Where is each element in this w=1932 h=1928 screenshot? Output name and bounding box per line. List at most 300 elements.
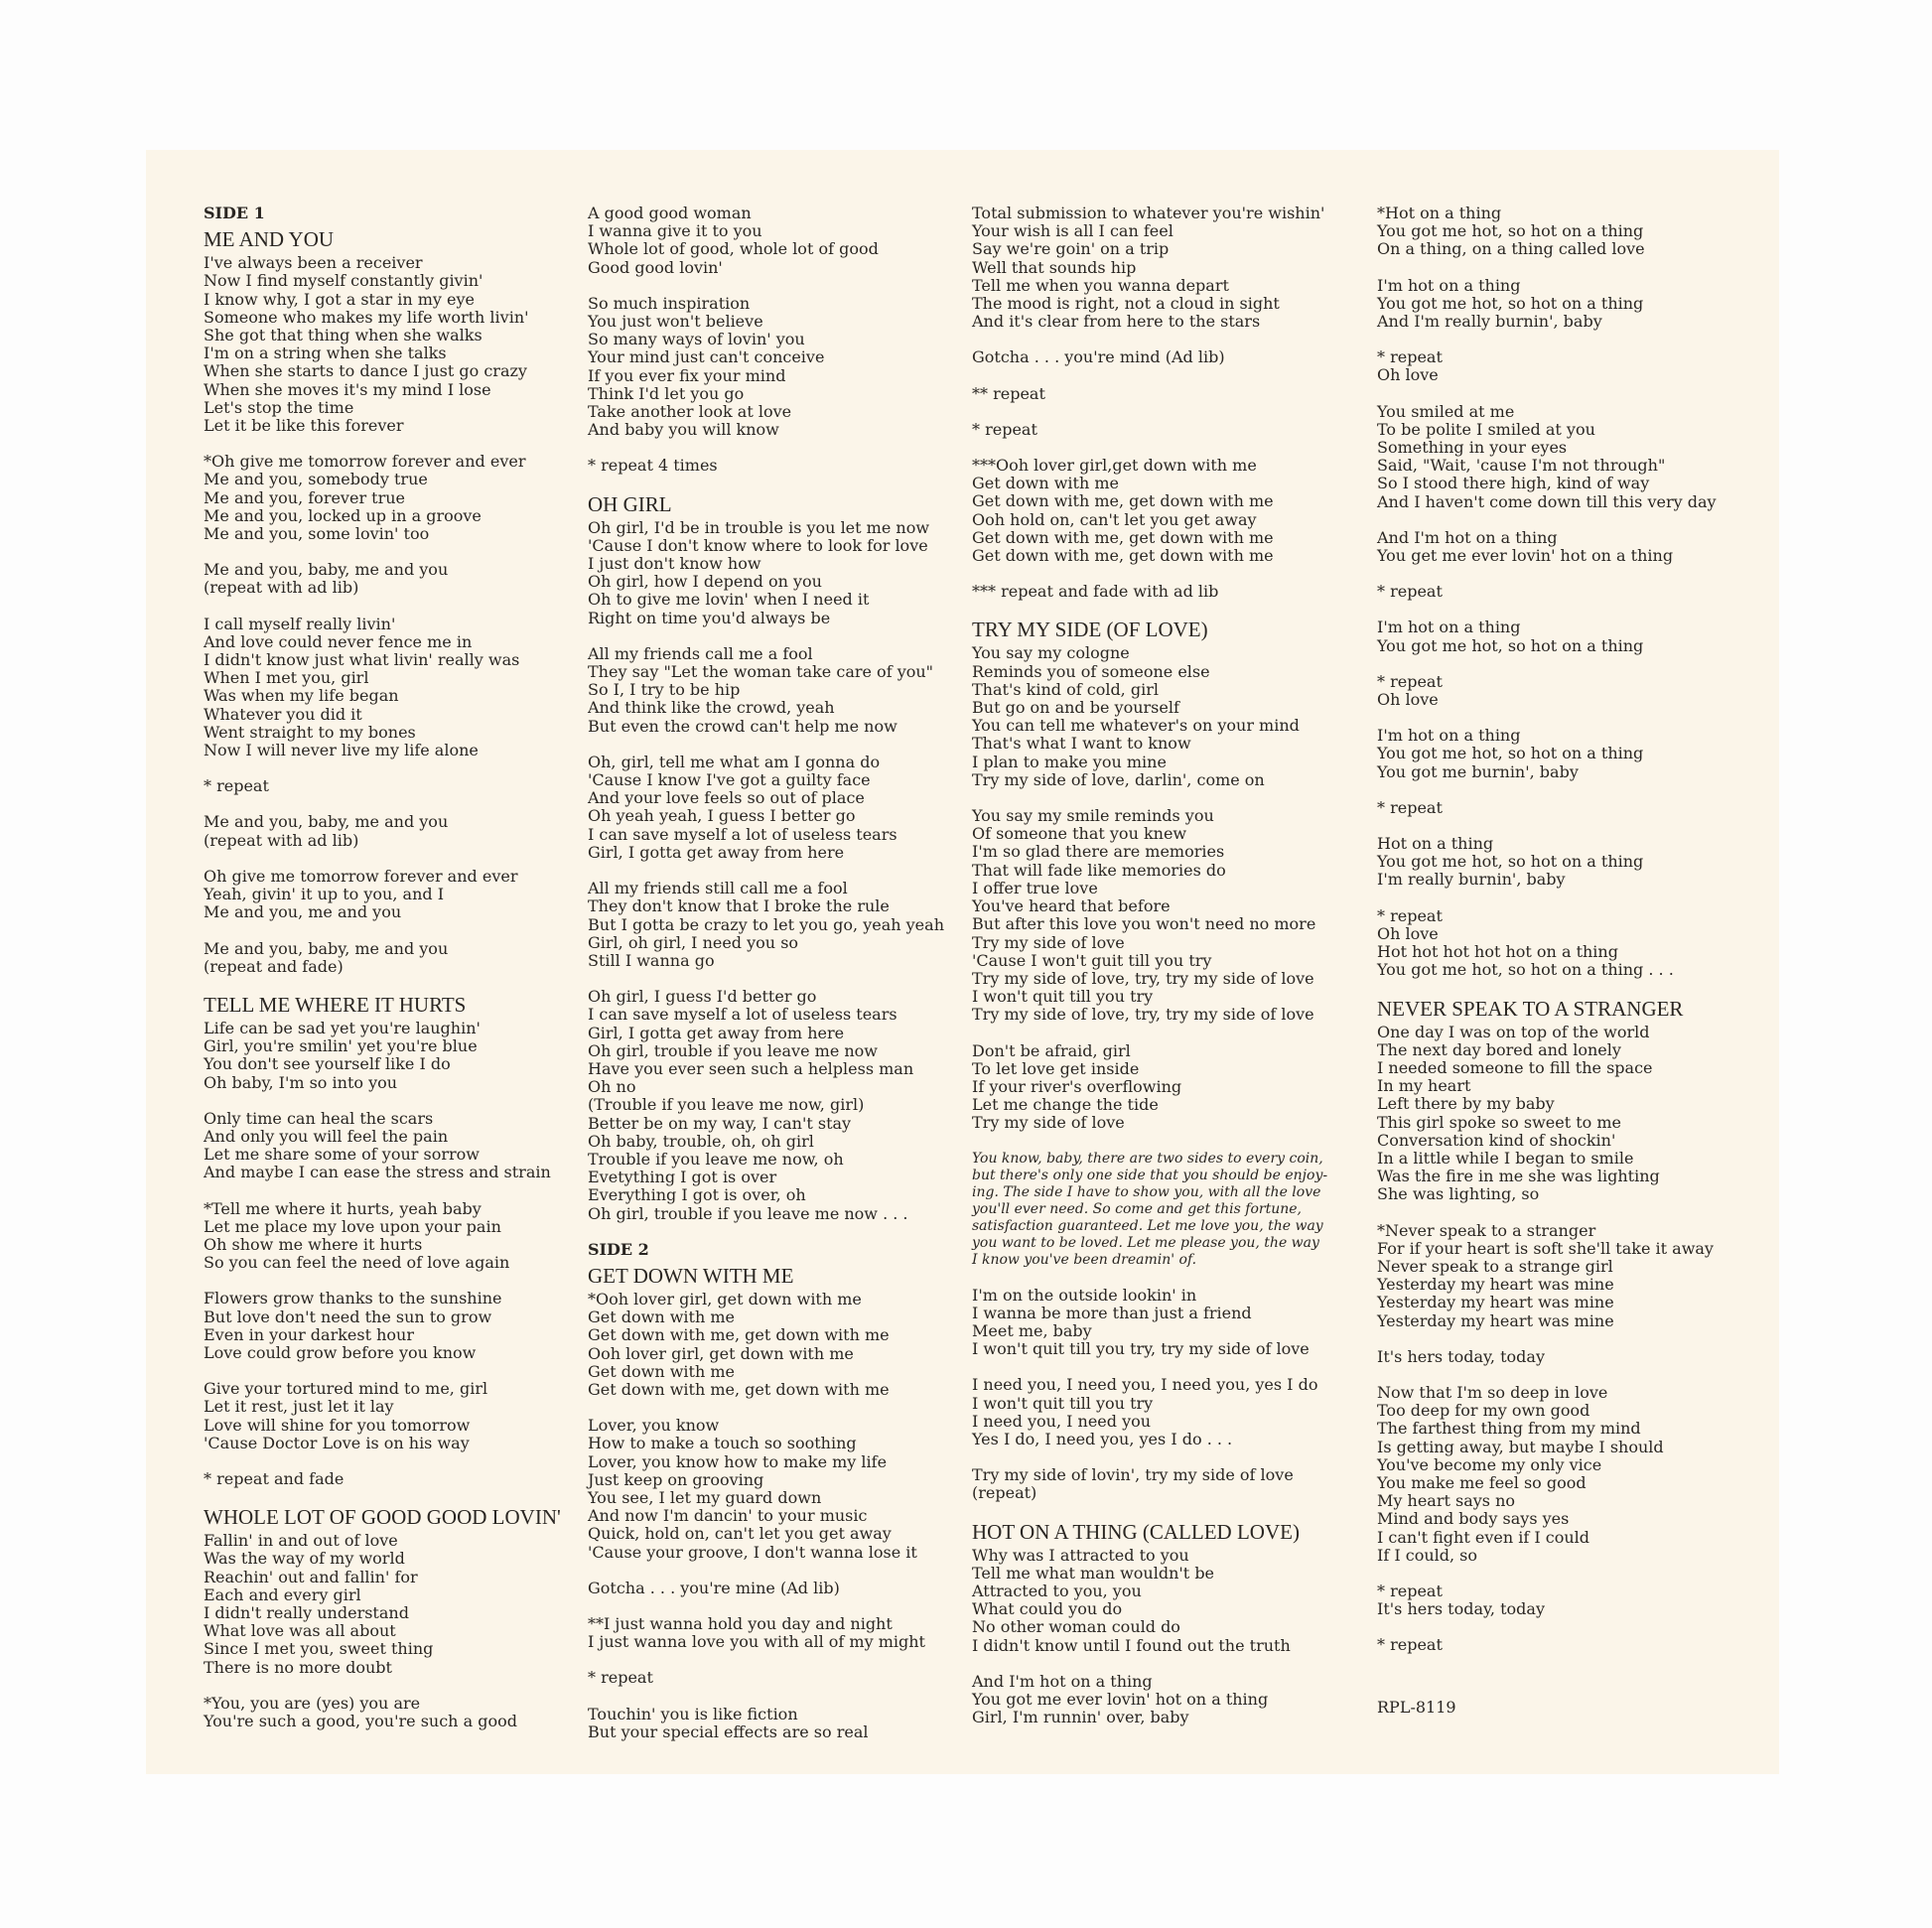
lyric-line: Is getting away, but maybe I should bbox=[1377, 1437, 1664, 1456]
lyric-stanza bbox=[588, 880, 944, 970]
lyric-line: Me and you, baby, me and you bbox=[204, 560, 449, 580]
lyric-line: I won't quit till you try bbox=[972, 987, 1154, 1007]
lyric-line: Each and every girl bbox=[204, 1584, 361, 1604]
lyric-stanza bbox=[204, 1200, 561, 1273]
lyric-line: You make me feel so good bbox=[1377, 1472, 1587, 1492]
lyric-line: Oh baby, trouble, oh, oh girl bbox=[588, 1131, 814, 1151]
lyric-line: Get down with me bbox=[972, 474, 1119, 493]
lyric-line: * repeat bbox=[972, 419, 1037, 439]
lyric-line: You see, I let my guard down bbox=[588, 1487, 822, 1507]
lyric-line: Get down with me, get down with me bbox=[588, 1379, 890, 1399]
lyric-line: * repeat and fade bbox=[204, 1468, 345, 1488]
lyric-line: You've become my only vice bbox=[1377, 1454, 1602, 1474]
lyric-line: Everything I got is over, oh bbox=[588, 1185, 806, 1205]
lyric-stanza bbox=[1377, 907, 1717, 980]
song-title: NEVER SPEAK TO A STRANGER bbox=[1377, 996, 1684, 1021]
lyric-line: *Tell me where it hurts, yeah baby bbox=[204, 1198, 482, 1218]
lyric-line: On a thing, on a thing called love bbox=[1377, 239, 1645, 259]
lyric-line: Let me share some of your sorrow bbox=[204, 1145, 480, 1165]
lyric-line: Me and you, somebody true bbox=[204, 470, 428, 489]
lyric-line: I've always been a receiver bbox=[204, 253, 423, 273]
lyric-line: Me and you, baby, me and you bbox=[204, 938, 449, 958]
lyric-line: Now I will never live my life alone bbox=[204, 741, 479, 760]
lyric-line: I didn't really understand bbox=[204, 1602, 409, 1622]
lyric-line: I'm really burnin', baby bbox=[1377, 870, 1566, 890]
lyric-line: For if your heart is soft she'll take it away bbox=[1377, 1238, 1714, 1258]
lyric-line: The farthest thing from my mind bbox=[1377, 1419, 1641, 1439]
lyric-stanza bbox=[1377, 583, 1717, 601]
lyric-line: I call myself really livin' bbox=[204, 614, 396, 633]
lyric-stanza bbox=[1377, 1024, 1717, 1204]
lyric-line: Ooh lover girl, get down with me bbox=[588, 1343, 854, 1363]
lyric-line: I can save myself a lot of useless tears bbox=[588, 1005, 897, 1025]
lyric-line: Hot on a thing bbox=[1377, 834, 1494, 854]
lyric-stanza bbox=[204, 1695, 561, 1730]
lyric-line: You got me hot, so hot on a thing . . . bbox=[1377, 960, 1674, 980]
lyric-line: Yesterday my heart was mine bbox=[1377, 1310, 1614, 1330]
lyric-line: I just wanna love you with all of my might bbox=[588, 1632, 925, 1652]
catalog-number: RPL-8119 bbox=[1377, 1697, 1456, 1717]
lyric-line: Girl, you're smilin' yet you're blue bbox=[204, 1036, 478, 1056]
lyric-line: What could you do bbox=[972, 1599, 1123, 1619]
lyric-line: Take another look at love bbox=[588, 402, 792, 422]
lyric-line: So you can feel the need of love again bbox=[204, 1253, 510, 1273]
lyric-line: Meet me, baby bbox=[972, 1320, 1092, 1340]
lyric-line: What love was all about bbox=[204, 1621, 396, 1641]
lyric-line: Try my side of love bbox=[972, 1113, 1125, 1133]
lyric-line: But even the crowd can't help me now bbox=[588, 716, 897, 736]
lyric-line: Flowers grow thanks to the sunshine bbox=[204, 1289, 502, 1308]
lyric-line: Gotcha . . . you're mind (Ad lib) bbox=[972, 347, 1225, 367]
lyric-line: So many ways of lovin' you bbox=[588, 330, 805, 349]
lyric-line: And love could never fence me in bbox=[204, 631, 473, 651]
lyric-line: Girl, oh girl, I need you so bbox=[588, 932, 799, 952]
lyric-line: And I'm really burnin', baby bbox=[1377, 312, 1602, 332]
lyric-stanza bbox=[1377, 673, 1717, 709]
lyric-line: Even in your darkest hour bbox=[204, 1324, 415, 1344]
lyric-line: You got me hot, so hot on a thing bbox=[1377, 635, 1644, 655]
lyric-line: You don't see yourself like I do bbox=[204, 1054, 451, 1074]
lyric-line: That's kind of cold, girl bbox=[972, 679, 1159, 699]
lyric-line: And maybe I can ease the stress and strain bbox=[204, 1163, 551, 1182]
lyric-stanza bbox=[972, 205, 1327, 331]
lyric-line: I'm so glad there are memories bbox=[972, 842, 1225, 862]
lyric-stanza bbox=[204, 254, 561, 435]
lyric-line: To be polite I smiled at you bbox=[1377, 419, 1595, 439]
lyric-stanza bbox=[1377, 799, 1717, 817]
lyric-line: But love don't need the sun to grow bbox=[204, 1307, 492, 1326]
lyric-line: Let it be like this forever bbox=[204, 416, 404, 436]
lyric-line: but there's only one side that you should be enjoy- bbox=[972, 1167, 1328, 1183]
lyric-line: Yesterday my heart was mine bbox=[1377, 1293, 1614, 1312]
lyric-line: 'Cause your groove, I don't wanna lose it bbox=[588, 1542, 917, 1562]
lyric-line: Better be on my way, I can't stay bbox=[588, 1113, 852, 1133]
lyric-line: Let me change the tide bbox=[972, 1095, 1159, 1115]
lyric-line: 'Cause I don't know where to look for love bbox=[588, 535, 928, 555]
lyric-line: I need you, I need you bbox=[972, 1411, 1152, 1431]
lyric-stanza bbox=[972, 1376, 1327, 1448]
lyric-line: You got me ever lovin' hot on a thing bbox=[972, 1689, 1269, 1709]
lyric-line: * repeat bbox=[1377, 1635, 1443, 1655]
lyric-line: *Oh give me tomorrow forever and ever bbox=[204, 452, 526, 472]
lyric-line: Get down with me, get down with me bbox=[588, 1325, 890, 1345]
lyric-line: Tell me what man wouldn't be bbox=[972, 1563, 1215, 1583]
lyric-line: * repeat bbox=[1377, 1581, 1443, 1600]
lyric-line: And think like the crowd, yeah bbox=[588, 698, 835, 718]
lyric-stanza bbox=[588, 457, 944, 475]
lyric-line: I'm hot on a thing bbox=[1377, 726, 1521, 746]
lyric-line: When she starts to dance I just go crazy bbox=[204, 361, 527, 381]
lyric-line: * repeat bbox=[1377, 797, 1443, 817]
lyric-line: Try my side of love, try, try my side of love bbox=[972, 968, 1314, 988]
lyric-line: But go on and be yourself bbox=[972, 698, 1179, 718]
lyric-line: I won't quit till you try, try my side of love bbox=[972, 1339, 1310, 1359]
lyric-line: Went straight to my bones bbox=[204, 722, 416, 742]
lyric-line: I plan to make you mine bbox=[972, 752, 1167, 771]
lyric-line: Oh baby, I'm so into you bbox=[204, 1072, 398, 1092]
lyric-line: ** repeat bbox=[972, 383, 1045, 403]
lyric-stanza bbox=[204, 561, 561, 597]
lyric-line: In a little while I began to smile bbox=[1377, 1148, 1634, 1168]
lyric-line: If your river's overflowing bbox=[972, 1076, 1182, 1096]
lyric-line: Me and you, me and you bbox=[204, 902, 402, 922]
lyric-line: Say we're goin' on a trip bbox=[972, 239, 1170, 259]
lyric-line: One day I was on top of the world bbox=[1377, 1022, 1650, 1041]
lyric-line: So much inspiration bbox=[588, 293, 751, 313]
lyric-line: I'm hot on a thing bbox=[1377, 275, 1521, 295]
lyric-stanza bbox=[1377, 529, 1717, 565]
lyric-line: In my heart bbox=[1377, 1076, 1471, 1096]
lyric-line: Lover, you know how to make my life bbox=[588, 1451, 888, 1471]
lyric-line: I'm hot on a thing bbox=[1377, 618, 1521, 637]
lyric-stanza bbox=[1377, 348, 1717, 384]
lyric-line: A good good woman bbox=[588, 204, 752, 222]
lyric-stanza bbox=[204, 1110, 561, 1182]
lyric-line: Oh girl, I'd be in trouble is you let me now bbox=[588, 517, 930, 537]
lyric-line: Let's stop the time bbox=[204, 397, 354, 417]
lyric-line: (repeat with ad lib) bbox=[204, 830, 359, 850]
lyric-line: No other woman could do bbox=[972, 1617, 1180, 1637]
lyric-line: Me and you, baby, me and you bbox=[204, 812, 449, 832]
lyric-line: The mood is right, not a cloud in sight bbox=[972, 294, 1280, 314]
lyric-line: They say "Let the woman take care of you" bbox=[588, 662, 934, 682]
lyric-line: You know, baby, there are two sides to every coin, bbox=[972, 1150, 1323, 1167]
lyric-line: You can tell me whatever's on your mind bbox=[972, 716, 1300, 736]
lyric-line: Ooh hold on, can't let you get away bbox=[972, 509, 1257, 529]
lyric-stanza bbox=[588, 1706, 944, 1741]
lyric-line: Fallin' in and out of love bbox=[204, 1531, 398, 1551]
lyric-line: So I stood there high, kind of way bbox=[1377, 474, 1650, 493]
lyric-line: Was when my life began bbox=[204, 686, 399, 706]
lyric-line: I just don't know how bbox=[588, 554, 761, 574]
lyric-line: Oh girl, how I depend on you bbox=[588, 572, 822, 592]
lyric-line: You get me ever lovin' hot on a thing bbox=[1377, 546, 1674, 566]
song-title: OH GIRL bbox=[588, 491, 672, 516]
lyric-line: You're such a good, you're such a good bbox=[204, 1712, 517, 1730]
lyric-line: You say my cologne bbox=[972, 643, 1130, 663]
lyric-stanza bbox=[1377, 1384, 1717, 1565]
lyric-line: But after this love you won't need no more bbox=[972, 914, 1316, 934]
lyric-line: And it's clear from here to the stars bbox=[972, 312, 1261, 332]
lyric-stanza bbox=[588, 988, 944, 1223]
lyric-line: 'Cause I know I've got a guilty face bbox=[588, 770, 871, 790]
lyric-line: Never speak to a strange girl bbox=[1377, 1256, 1613, 1276]
lyric-line: *You, you are (yes) you are bbox=[204, 1693, 421, 1713]
lyric-stanza bbox=[1377, 835, 1717, 890]
lyric-line: Good good lovin' bbox=[588, 257, 723, 277]
lyric-line: Get down with me, get down with me bbox=[972, 491, 1274, 511]
lyric-line: And baby you will know bbox=[588, 420, 779, 440]
lyric-line: Of someone that you knew bbox=[972, 824, 1187, 844]
lyric-line: * repeat bbox=[1377, 671, 1443, 691]
lyric-line: Something in your eyes bbox=[1377, 438, 1568, 458]
lyric-line: I didn't know until I found out the truth bbox=[972, 1635, 1291, 1655]
lyric-line: *Hot on a thing bbox=[1377, 204, 1502, 222]
lyric-line: (Trouble if you leave me now, girl) bbox=[588, 1095, 865, 1115]
lyric-line: Me and you, locked up in a groove bbox=[204, 505, 482, 525]
lyric-line: My heart says no bbox=[1377, 1491, 1516, 1511]
lyric-line: It's hers today, today bbox=[1377, 1346, 1545, 1366]
lyric-line: I didn't know just what livin' really was bbox=[204, 650, 520, 670]
lyric-line: So I, I try to be hip bbox=[588, 680, 741, 700]
lyric-line: Whole lot of good, whole lot of good bbox=[588, 239, 879, 259]
lyric-stanza bbox=[204, 868, 561, 922]
lyric-line: Someone who makes my life worth livin' bbox=[204, 307, 529, 327]
lyric-stanza bbox=[972, 807, 1327, 1024]
lyric-line: There is no more doubt bbox=[204, 1657, 392, 1677]
lyric-stanza bbox=[588, 754, 944, 862]
lyric-line: She was lighting, so bbox=[1377, 1184, 1540, 1204]
lyric-line: * repeat bbox=[1377, 347, 1443, 367]
lyric-line: She got that thing when she walks bbox=[204, 326, 483, 345]
lyric-line: satisfaction guaranteed. Let me love you, the way bbox=[972, 1217, 1323, 1234]
lyric-line: Said, "Wait, 'cause I'm not through" bbox=[1377, 456, 1666, 476]
lyric-line: You got me burnin', baby bbox=[1377, 761, 1579, 781]
lyric-line: Think I'd let you go bbox=[588, 383, 745, 403]
lyric-line: You got me hot, so hot on a thing bbox=[1377, 221, 1644, 241]
lyric-line: If you ever fix your mind bbox=[588, 365, 786, 385]
lyric-stanza bbox=[204, 1532, 561, 1677]
lyric-line: Attracted to you, you bbox=[972, 1581, 1142, 1600]
lyrics-column-3 bbox=[972, 205, 1327, 1744]
lyric-line: Give your tortured mind to me, girl bbox=[204, 1379, 488, 1399]
lyric-line: Have you ever seen such a helpless man bbox=[588, 1058, 914, 1078]
lyric-line: All my friends call me a fool bbox=[588, 643, 813, 663]
lyric-line: Tell me when you wanna depart bbox=[972, 275, 1229, 295]
lyric-line: Reachin' out and fallin' for bbox=[204, 1567, 418, 1586]
lyric-stanza bbox=[972, 421, 1327, 439]
lyric-line: How to make a touch so soothing bbox=[588, 1434, 857, 1453]
lyric-line: Don't be afraid, girl bbox=[972, 1040, 1131, 1060]
lyric-stanza bbox=[588, 205, 944, 277]
lyric-line: Hot hot hot hot hot on a thing bbox=[1377, 942, 1618, 962]
lyric-stanza bbox=[972, 1547, 1327, 1655]
lyric-line: Me and you, forever true bbox=[204, 487, 406, 507]
lyric-line: Let me place my love upon your pain bbox=[204, 1216, 501, 1236]
lyrics-column-1 bbox=[204, 205, 561, 1748]
lyric-stanza bbox=[1377, 1583, 1717, 1618]
lyric-line: I know why, I got a star in my eye bbox=[204, 289, 476, 309]
lyric-line: Still I wanna go bbox=[588, 950, 715, 970]
lyric-line: You got me hot, so hot on a thing bbox=[1377, 293, 1644, 313]
lyrics-column-4 bbox=[1377, 205, 1717, 1717]
lyric-line: You got me hot, so hot on a thing bbox=[1377, 744, 1644, 763]
lyric-stanza bbox=[588, 1291, 944, 1399]
lyric-stanza bbox=[204, 1020, 561, 1092]
lyric-line: Try my side of love, try, try my side of love bbox=[972, 1005, 1314, 1025]
lyric-line: (repeat with ad lib) bbox=[204, 578, 359, 598]
lyric-line: Since I met you, sweet thing bbox=[204, 1639, 434, 1659]
lyric-line: Try my side of love bbox=[972, 932, 1125, 952]
lyric-line: When she moves it's my mind I lose bbox=[204, 379, 491, 399]
lyric-stanza bbox=[972, 348, 1327, 366]
lyric-line: Trouble if you leave me now, oh bbox=[588, 1149, 844, 1169]
lyric-line: You got me hot, so hot on a thing bbox=[1377, 852, 1644, 872]
lyric-stanza bbox=[972, 1287, 1327, 1359]
lyric-line: Get down with me, get down with me bbox=[972, 527, 1274, 547]
lyric-line: * repeat bbox=[204, 776, 269, 796]
lyric-line: Yeah, givin' it up to you, and I bbox=[204, 885, 445, 904]
lyric-stanza bbox=[204, 1290, 561, 1362]
lyric-stanza bbox=[972, 583, 1327, 601]
lyric-line: Gotcha . . . you're mine (Ad lib) bbox=[588, 1578, 840, 1597]
lyric-stanza bbox=[204, 813, 561, 849]
lyric-line: That will fade like memories do bbox=[972, 860, 1226, 880]
lyric-line: * repeat 4 times bbox=[588, 456, 718, 476]
song-title: TRY MY SIDE (OF LOVE) bbox=[972, 618, 1208, 642]
lyric-line: Why was I attracted to you bbox=[972, 1545, 1189, 1565]
lyric-line: That's what I want to know bbox=[972, 734, 1191, 754]
lyric-line: All my friends still call me a fool bbox=[588, 879, 848, 898]
lyric-line: Yes I do, I need you, yes I do . . . bbox=[972, 1429, 1233, 1448]
lyric-line: Oh love bbox=[1377, 365, 1439, 385]
lyric-line: I need you, I need you, I need you, yes I do bbox=[972, 1375, 1318, 1395]
lyric-line: I won't quit till you try bbox=[972, 1393, 1154, 1413]
lyric-stanza bbox=[588, 1615, 944, 1651]
lyric-line: And I'm hot on a thing bbox=[972, 1671, 1153, 1691]
song-title: TELL ME WHERE IT HURTS bbox=[204, 992, 467, 1017]
side-label: SIDE 1 bbox=[204, 204, 265, 222]
lyric-line: And I'm hot on a thing bbox=[1377, 527, 1558, 547]
lyric-line: I offer true love bbox=[972, 878, 1098, 897]
lyric-line: Was the way of my world bbox=[204, 1549, 405, 1569]
lyric-line: you want to be loved. Let me please you, the way bbox=[972, 1234, 1319, 1251]
lyric-line: Right on time you'd always be bbox=[588, 608, 831, 627]
lyric-line: Get down with me, get down with me bbox=[972, 546, 1274, 566]
lyric-line: *** repeat and fade with ad lib bbox=[972, 582, 1219, 602]
lyric-stanza bbox=[204, 616, 561, 760]
lyric-line: 'Cause I won't guit till you try bbox=[972, 950, 1212, 970]
lyric-line: Your mind just can't conceive bbox=[588, 347, 825, 367]
lyric-line: Your wish is all I can feel bbox=[972, 221, 1173, 241]
lyric-line: They don't know that I broke the rule bbox=[588, 896, 890, 916]
lyric-line: This girl spoke so sweet to me bbox=[1377, 1112, 1622, 1132]
lyric-line: Oh love bbox=[1377, 690, 1439, 710]
lyric-line: Was the fire in me she was lighting bbox=[1377, 1167, 1660, 1186]
lyrics-column-2 bbox=[588, 205, 944, 1759]
lyric-line: Quick, hold on, can't let you get away bbox=[588, 1524, 892, 1544]
lyric-line: To let love get inside bbox=[972, 1058, 1140, 1078]
song-title: GET DOWN WITH ME bbox=[588, 1263, 794, 1288]
spoken-passage bbox=[972, 1151, 1327, 1269]
lyric-line: *Never speak to a stranger bbox=[1377, 1220, 1596, 1240]
lyric-line: Lover, you know bbox=[588, 1416, 720, 1436]
lyric-line: Oh give me tomorrow forever and ever bbox=[204, 866, 518, 886]
lyric-line: Love will shine for you tomorrow bbox=[204, 1415, 471, 1435]
lyric-line: You just won't believe bbox=[588, 312, 763, 332]
lyric-stanza bbox=[204, 940, 561, 976]
lyric-line: Oh girl, trouble if you leave me now . . . bbox=[588, 1203, 908, 1223]
lyric-line: Girl, I'm runnin' over, baby bbox=[972, 1708, 1189, 1727]
lyric-stanza bbox=[1377, 727, 1717, 781]
lyric-stanza bbox=[1377, 1222, 1717, 1330]
lyric-line: Oh no bbox=[588, 1077, 636, 1097]
lyric-stanza bbox=[972, 644, 1327, 789]
lyric-line: Conversation kind of shockin' bbox=[1377, 1130, 1616, 1150]
lyric-line: And only you will feel the pain bbox=[204, 1126, 449, 1146]
lyric-line: Oh love bbox=[1377, 923, 1439, 943]
lyric-stanza bbox=[1377, 1348, 1717, 1366]
lyric-line: Try my side of lovin', try my side of love bbox=[972, 1465, 1294, 1485]
lyric-line: (repeat and fade) bbox=[204, 956, 344, 976]
lyric-line: I'm on the outside lookin' in bbox=[972, 1285, 1197, 1305]
lyric-line: Get down with me bbox=[588, 1308, 735, 1327]
lyric-stanza bbox=[588, 1417, 944, 1562]
lyric-line: And your love feels so out of place bbox=[588, 788, 865, 808]
lyric-line: Well that sounds hip bbox=[972, 257, 1137, 277]
lyric-line: Love could grow before you know bbox=[204, 1342, 477, 1362]
lyric-line: Me and you, some lovin' too bbox=[204, 524, 430, 544]
lyric-line: I wanna be more than just a friend bbox=[972, 1303, 1252, 1322]
lyric-stanza bbox=[972, 457, 1327, 565]
lyric-stanza bbox=[588, 1669, 944, 1687]
lyric-stanza bbox=[972, 1466, 1327, 1502]
lyric-line: Total submission to whatever you're wishin' bbox=[972, 204, 1325, 222]
lyric-stanza bbox=[588, 295, 944, 440]
lyric-stanza bbox=[588, 1580, 944, 1597]
lyric-line: Girl, I gotta get away from here bbox=[588, 1023, 845, 1042]
lyric-line: You say my smile reminds you bbox=[972, 806, 1214, 826]
lyric-line: I needed someone to fill the space bbox=[1377, 1057, 1653, 1077]
lyric-line: Mind and body says yes bbox=[1377, 1509, 1570, 1529]
lyric-line: And I haven't come down till this very day bbox=[1377, 491, 1717, 511]
lyric-stanza bbox=[204, 1470, 561, 1488]
lyric-line: Just keep on grooving bbox=[588, 1469, 764, 1489]
lyric-line: If I could, so bbox=[1377, 1545, 1478, 1565]
lyric-line: You smiled at me bbox=[1377, 401, 1515, 421]
lyric-stanza bbox=[1377, 403, 1717, 511]
lyric-line: ***Ooh lover girl,get down with me bbox=[972, 456, 1257, 476]
lyric-stanza bbox=[1377, 277, 1717, 332]
song-title: ME AND YOU bbox=[204, 227, 335, 252]
lyric-line: Touchin' you is like fiction bbox=[588, 1704, 798, 1723]
lyric-line: I can save myself a lot of useless tears bbox=[588, 824, 897, 844]
lyric-line: Now that I'm so deep in love bbox=[1377, 1382, 1608, 1402]
song-title: WHOLE LOT OF GOOD GOOD LOVIN' bbox=[204, 1505, 561, 1530]
lyric-line: 'Cause Doctor Love is on his way bbox=[204, 1433, 470, 1452]
lyric-line: But your special effects are so real bbox=[588, 1721, 869, 1741]
lyric-line: Oh, girl, tell me what am I gonna do bbox=[588, 752, 881, 771]
song-title: HOT ON A THING (CALLED LOVE) bbox=[972, 1519, 1300, 1544]
lyric-line: you'll ever need. So come and get this fortune, bbox=[972, 1200, 1302, 1217]
lyric-stanza bbox=[588, 519, 944, 627]
lyric-line: I can't fight even if I could bbox=[1377, 1527, 1590, 1547]
lyric-line: Left there by my baby bbox=[1377, 1094, 1555, 1114]
lyric-line: Yesterday my heart was mine bbox=[1377, 1275, 1614, 1295]
lyric-line: * repeat bbox=[1377, 905, 1443, 925]
lyric-line: Oh show me where it hurts bbox=[204, 1234, 423, 1254]
lyric-stanza bbox=[204, 777, 561, 795]
